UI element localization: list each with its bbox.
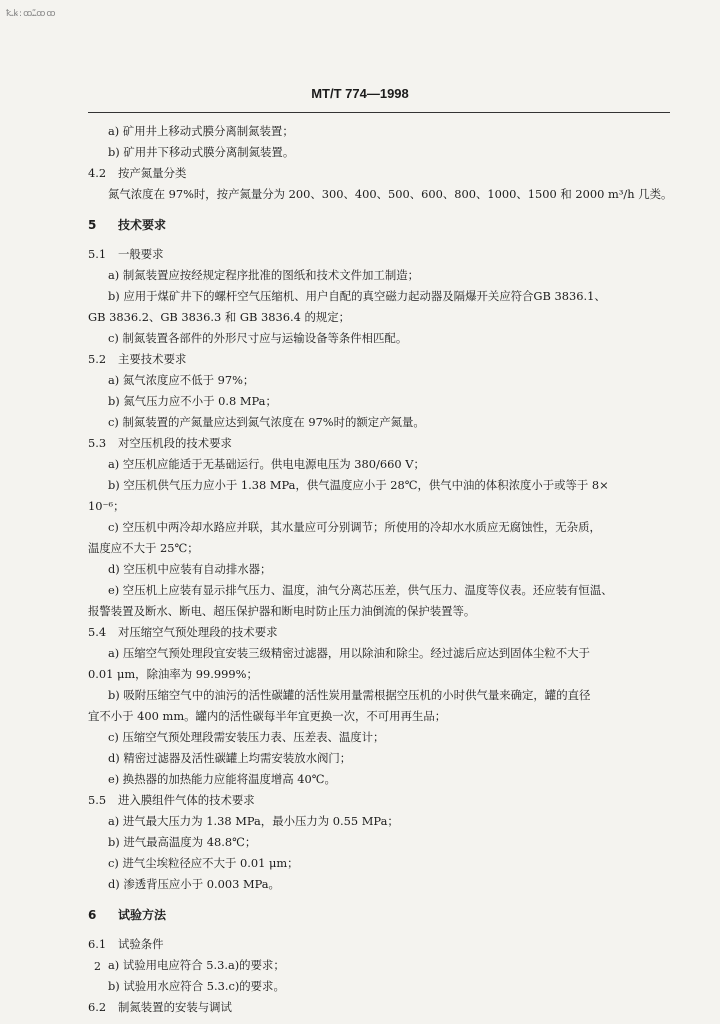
list-item-continuation: 0.01 μm，除油率为 99.999%；: [88, 667, 258, 681]
section-title: 技术要求: [118, 218, 167, 232]
list-item: b) 氮气压力应不小于 0.8 MPa；: [108, 394, 277, 408]
clause-heading: [88, 163, 673, 184]
section-title: 试验方法: [118, 908, 167, 922]
clause-number: 5.2: [88, 352, 107, 366]
clause-number: 6.1: [88, 937, 107, 951]
section-heading: [88, 905, 673, 926]
list-item: c) 进气尘埃粒径应不大于 0.01 μm；: [108, 856, 299, 870]
section-heading: [88, 215, 673, 236]
list-item-continuation: 温度应不大于 25℃；: [88, 541, 199, 555]
scan-artifact: ꝁ꜡ꝃ꞉ꝏ꜡꜠꜡ꝏꝏ: [6, 9, 57, 19]
list-item: a) 矿用井上移动式膜分离制氮装置；: [108, 124, 294, 138]
clause-title: 制氮装置的安装与调试: [118, 1000, 232, 1014]
list-item: a) 氮气浓度应不低于 97%；: [108, 373, 255, 387]
list-item: e) 换热器的加热能力应能将温度增高 40℃。: [108, 772, 336, 786]
list-item: d) 空压机中应装有自动排水器；: [108, 562, 272, 576]
list-item: a) 试验用电应符合 5.3.a)的要求；: [108, 958, 285, 972]
list-item: c) 空压机中两冷却水路应并联，其水量应可分别调节；所使用的冷却水水质应无腐蚀性，无杂质，: [108, 520, 601, 534]
list-item: c) 制氮装置的产氮量应达到氮气浓度在 97%时的额定产氮量。: [108, 415, 425, 429]
list-item: b) 空压机供气压力应小于 1.38 MPa，供气温度应小于 28℃，供气中油的体积浓度小于或等于 8×: [108, 478, 609, 492]
list-item: e) 空压机上应装有显示排气压力、温度，油气分离芯压差，供气压力、温度等仪表。还应装有恒温、: [108, 583, 613, 597]
list-item: b) 进气最高温度为 48.8℃；: [108, 835, 257, 849]
list-item: c) 制氮装置各部件的外形尺寸应与运输设备等条件相匹配。: [108, 331, 408, 345]
clause-heading: [88, 622, 673, 643]
list-item-continuation: GB 3836.2、GB 3836.3 和 GB 3836.4 的规定；: [88, 310, 351, 324]
page-header: MT/T 774—1998: [311, 86, 409, 101]
clause-number: 6.2: [88, 1000, 107, 1014]
clause-title: 对空压机段的技术要求: [118, 436, 232, 450]
clause-number: 5.5: [88, 793, 107, 807]
clause-number: 5.4: [88, 625, 107, 639]
clause-title: 按产氮量分类: [118, 166, 187, 180]
list-item: a) 制氮装置应按经规定程序批准的图纸和技术文件加工制造；: [108, 268, 420, 282]
clause-heading: [88, 934, 673, 955]
list-item: c) 压缩空气预处理段需安装压力表、压差表、温度计；: [108, 730, 385, 744]
list-item-continuation: 宜不小于 400 mm。罐内的活性碳每半年宜更换一次，不可用再生品；: [88, 709, 447, 723]
clause-title: 主要技术要求: [118, 352, 187, 366]
list-item: 氮气浓度在 97%时，按产氮量分为 200、300、400、500、600、800、1000、1500 和 2000 m³/h 几类。: [108, 187, 673, 201]
list-item-continuation: 报警装置及断水、断电、超压保护器和断电时防止压力油倒流的保护装置等。: [88, 604, 476, 618]
clause-title: 对压缩空气预处理段的技术要求: [118, 625, 278, 639]
clause-number: 5.3: [88, 436, 107, 450]
section-number: 6: [88, 908, 97, 922]
list-item: d) 精密过滤器及活性碳罐上均需安装放水阀门；: [108, 751, 352, 765]
clause-title: 进入膜组件气体的技术要求: [118, 793, 255, 807]
clause-title: 试验条件: [118, 937, 164, 951]
list-item-continuation: 10⁻⁶；: [88, 499, 125, 513]
header-rule: [88, 112, 670, 113]
clause-number: 5.1: [88, 247, 107, 261]
list-item: b) 吸附压缩空气中的油污的活性碳罐的活性炭用量需根据空压机的小时供气量来确定，罐的直径: [108, 688, 591, 702]
list-item: b) 应用于煤矿井下的螺杆空气压缩机、用户自配的真空磁力起动器及隔爆开关应符合GB 3836.1、: [108, 289, 606, 303]
clause-heading: [88, 790, 673, 811]
list-item: a) 进气最大压力为 1.38 MPa，最小压力为 0.55 MPa；: [108, 814, 399, 828]
list-item: b) 矿用井下移动式膜分离制氮装置。: [108, 145, 295, 159]
clause-heading: [88, 349, 673, 370]
clause-title: 一般要求: [118, 247, 164, 261]
page-number: 2: [94, 960, 101, 973]
clause-heading: [88, 244, 673, 265]
list-item: a) 压缩空气预处理段宜安装三级精密过滤器，用以除油和除尘。经过滤后应达到固体尘粒不大于: [108, 646, 590, 660]
clause-number: 4.2: [88, 166, 107, 180]
document-body: [88, 121, 673, 1018]
section-number: 5: [88, 218, 97, 232]
clause-heading: [88, 997, 673, 1018]
list-item: b) 试验用水应符合 5.3.c)的要求。: [108, 979, 285, 993]
clause-heading: [88, 433, 673, 454]
list-item: a) 空压机应能适于无基础运行。供电电源电压为 380/660 V；: [108, 457, 425, 471]
list-item: d) 渗透背压应小于 0.003 MPa。: [108, 877, 280, 891]
